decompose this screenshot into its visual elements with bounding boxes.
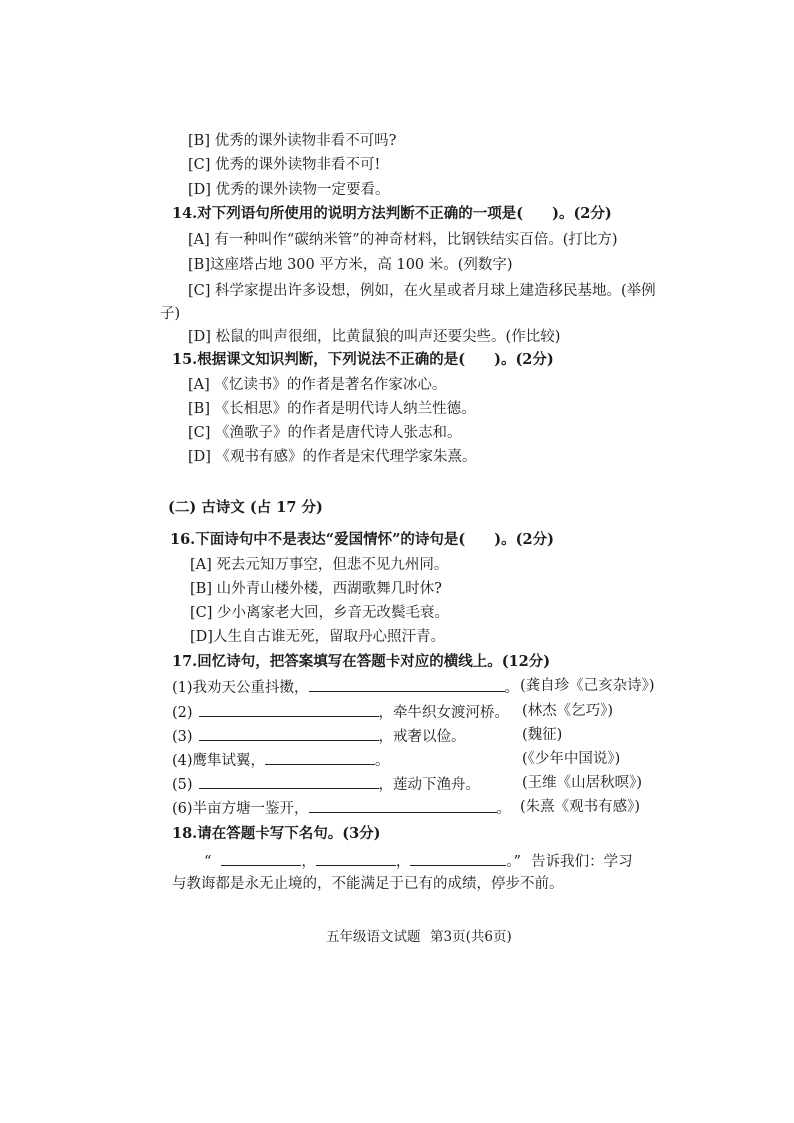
q14-option-c: [C] 科学家提出许多设想，例如，在火星或者月球上建造移民基地。(举例 [188,283,656,299]
q17-source-4: (《少年中国说》) [522,751,621,767]
q17-item-4 [172,749,390,771]
close-quote: 。” [506,854,522,870]
q17-item-2 [172,701,509,723]
answer-blank-1[interactable] [221,850,301,866]
answer-blank-2[interactable] [316,850,396,866]
answer-blank[interactable] [199,725,379,741]
q15-stem: 15.根据课文知识判断，下列说法不正确的是( )。(2分) [172,351,554,368]
item-number: (4) [172,753,193,769]
q15-option-b: [B] 《长相思》的作者是明代诗人纳兰性德。 [188,401,476,417]
q16-option-b: [B] 山外青山楼外楼，西湖歌舞几时休? [190,581,442,597]
answer-blank[interactable] [199,701,379,717]
q14-option-c-cont: 子) [160,306,181,322]
poem-text: 鹰隼试翼， [192,753,266,769]
q17-source-3: (魏征) [522,727,563,743]
q17-item-1 [172,676,519,698]
q13-option-c: [C] 优秀的课外读物非看不可! [188,157,381,173]
q18-tail: 告诉我们：学习 [531,854,633,870]
q16-option-d: [D]人生自古谁无死，留取丹心照汗青。 [190,629,445,645]
q17-item-6 [172,797,511,819]
q17-source-5: (王维《山居秋暝》) [522,775,643,791]
answer-blank[interactable] [199,773,379,789]
q14-stem: 14.对下列语句所使用的说明方法判断不正确的一项是( )。(2分) [172,205,612,222]
q17-item-3 [172,725,466,747]
q14-option-b: [B]这座塔占地 300 平方米，高 100 米。(列数字) [188,257,513,273]
poem-text: 半亩方塘一鉴开， [192,801,309,817]
q16-option-a: [A] 死去元知万事空，但悲不见九州同。 [190,557,449,573]
poem-text-after: 。 [375,753,390,769]
poem-text-after: 。 [504,680,520,696]
q18-stem: 18.请在答题卡写下名句。(3分) [172,825,381,842]
q17-source-6: (朱熹《观书有感》) [520,799,641,815]
footer-subject: 五年级语文试题 [326,929,421,945]
footer-page-number: 第3页(共6页) [430,929,512,945]
item-number: (5) [172,777,193,793]
item-number: (6) [172,801,193,817]
separator: ， [395,854,411,870]
open-quote: “ [204,854,212,870]
answer-blank[interactable] [309,676,505,692]
poem-text-after: ，牵牛织女渡河桥。 [378,705,510,721]
q17-source-1: (龚自珍《己亥杂诗》) [520,678,655,694]
q15-option-c: [C] 《渔歌子》的作者是唐代诗人张志和。 [188,425,462,441]
poem-text-after: ，莲动下渔舟。 [378,777,481,793]
q18-fill-line [204,850,633,872]
separator: ， [301,854,316,870]
q18-line2: 与教诲都是永无止境的，不能满足于已有的成绩，停步不前。 [172,876,564,892]
q17-item-5 [172,773,480,795]
q14-option-d: [D] 松鼠的叫声很细，比黄鼠狼的叫声还要尖些。(作比较) [188,329,561,345]
poem-text-after: 。 [496,801,512,817]
poem-text: 我劝天公重抖擞， [192,680,309,696]
q15-option-a: [A] 《忆读书》的作者是著名作家冰心。 [188,377,447,393]
poem-text-after: ，戒奢以俭。 [378,729,466,745]
q14-option-a: [A] 有一种叫作“碳纳米管”的神奇材料，比钢铁结实百倍。(打比方) [188,232,618,248]
q13-option-b: [B] 优秀的课外读物非看不可吗? [188,133,397,149]
item-number: (1) [172,680,193,696]
q17-source-2: (林杰《乞巧》) [522,703,614,719]
item-number: (3) [172,729,193,745]
answer-blank[interactable] [309,797,497,813]
q16-stem: 16.下面诗句中不是表达“爱国情怀”的诗句是( )。(2分) [170,531,554,548]
q15-option-d: [D] 《观书有感》的作者是宋代理学家朱熹。 [188,449,477,465]
answer-blank[interactable] [265,749,375,765]
q17-stem: 17.回忆诗句，把答案填写在答题卡对应的横线上。(12分) [172,653,551,670]
q16-option-c: [C] 少小离家老大回，乡音无改鬓毛衰。 [190,605,450,621]
q13-option-d: [D] 优秀的课外读物一定要看。 [188,182,390,198]
answer-blank-3[interactable] [410,850,506,866]
section-heading-classical-poetry: (二) 古诗文 (占 17 分) [168,499,323,516]
item-number: (2) [172,705,193,721]
